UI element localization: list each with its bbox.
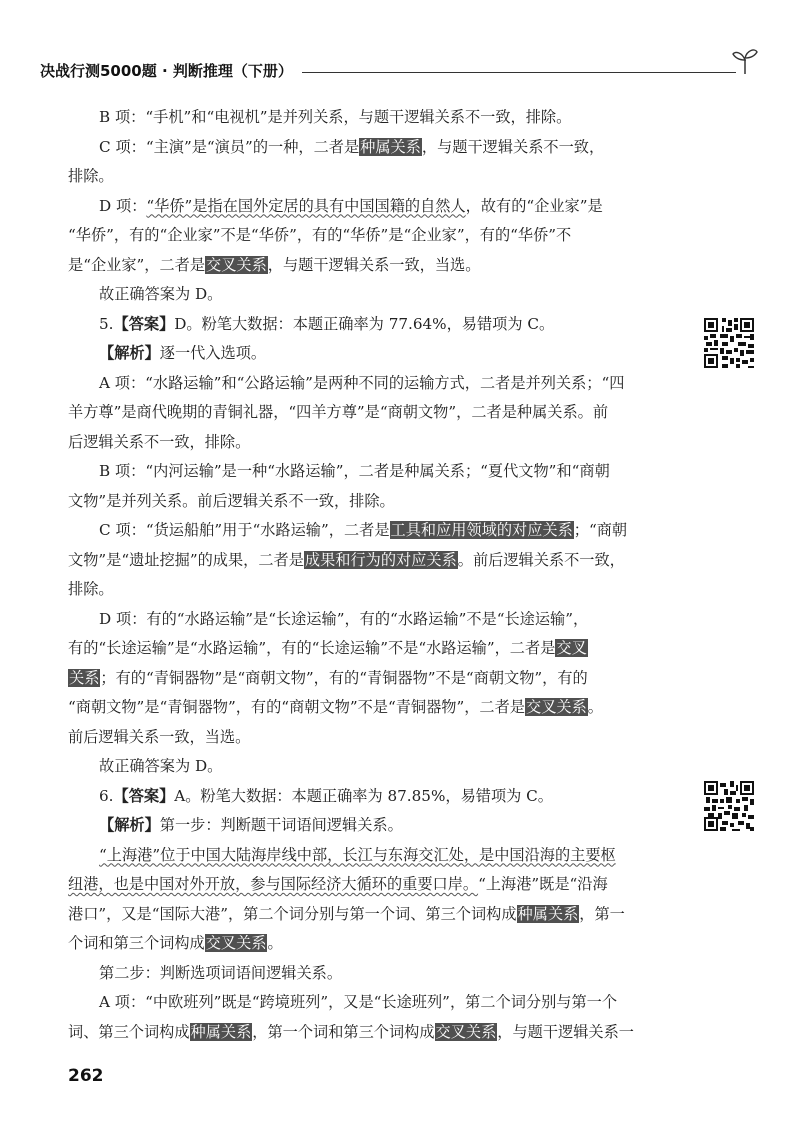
highlight-term: 交叉关系 [435, 1022, 497, 1041]
analysis-label: 【解析】 [99, 344, 160, 362]
highlight-term: 关系 [69, 668, 100, 687]
qr-code-icon[interactable] [704, 781, 754, 831]
highlight-term: 交叉关系 [205, 934, 267, 952]
paragraph: 港口”，又是“国际大港”，第二个词分别与第一个词、第三个词构成种属关系，第一 [68, 904, 625, 923]
paragraph: A 项：“水路运输”和“公路运输”是两种不同的运输方式，二者是并列关系；“四 [99, 373, 625, 392]
paragraph: 关系；有的“青铜器物”是“商朝文物”，有的“青铜器物”不是“商朝文物”，有的 [69, 668, 588, 687]
header-rule [302, 72, 736, 73]
analysis-label: 【解析】 [99, 816, 160, 834]
analysis-line: 【解析】第一步：判断题干词语间逻辑关系。 [99, 816, 403, 834]
highlight-term: 交叉关系 [526, 698, 587, 716]
running-header [40, 58, 760, 88]
paragraph: D 项：有的“水路运输”是“长途运输”，有的“水路运输”不是“长途运输”， [99, 609, 589, 628]
paragraph: 排除。 [68, 580, 114, 598]
paragraph: “华侨”，有的“企业家”不是“华侨”，有的“华侨”是“企业家”，有的“华侨”不 [68, 226, 572, 244]
highlight-term: 交叉关系 [206, 255, 267, 274]
paragraph: 排除。 [68, 167, 114, 185]
wavy-underline-text: “上海港”位于中国大陆海岸线中部，长江与东海交汇处，是中国沿海的主要枢 [99, 845, 616, 864]
paragraph: 后逻辑关系不一致，排除。 [68, 432, 251, 451]
paragraph: 有的“长途运输”是“水路运输”，有的“长途运输”不是“水路运输”，二者是交叉 [68, 639, 587, 657]
paragraph [68, 841, 678, 871]
highlight-term: 种属关系 [360, 137, 421, 156]
answer-line: 6.【答案】A。粉笔大数据：本题正确率为 87.85%，易错项为 C。 [99, 786, 553, 805]
paragraph: C 项：“货运船舶”用于“水路运输”，二者是工具和应用领域的对应关系；“商朝 [99, 521, 628, 539]
paragraph: 纽港，也是中国对外开放，参与国际经济大循环的重要口岸。“上海港”既是“沿海 [68, 875, 608, 893]
book-title: 决战行测5000题 · 判断推理（下册） [40, 62, 293, 80]
highlight-term: 工具和应用领域的对应关系 [390, 521, 573, 539]
wavy-underline-text: “华侨”是指在国外定居的具有中国国籍的自然人 [146, 196, 466, 215]
paragraph: “商朝文物”是“青铜器物”，有的“商朝文物”不是“青铜器物”，二者是交叉关系。 [68, 698, 603, 716]
answer-label: 【答案】 [113, 314, 175, 333]
paragraph: C 项：“主演”是“演员”的一种，二者是种属关系，与题干逻辑关系不一致， [99, 137, 605, 156]
answer-line: 5.【答案】D。粉笔大数据：本题正确率为 77.64%，易错项为 C。 [99, 314, 555, 333]
analysis-line: 【解析】逐一代入选项。 [99, 344, 267, 362]
paragraph: 词、第三个词构成种属关系，第一个词和第三个词构成交叉关系，与题干逻辑关系一 [68, 1022, 634, 1041]
paragraph: 是“企业家”，二者是交叉关系，与题干逻辑关系一致，当选。 [68, 255, 481, 274]
paragraph: 文物”是并列关系。前后逻辑关系不一致，排除。 [68, 491, 395, 510]
paragraph: 前后逻辑关系一致，当选。 [68, 727, 251, 746]
paragraph: 羊方尊”是商代晚期的青铜礼器，“四羊方尊”是“商朝文物”，二者是种属关系。前 [68, 403, 609, 421]
answer-label: 【答案】 [113, 786, 175, 805]
paragraph: 故正确答案为 D。 [99, 285, 223, 303]
paragraph: A 项：“中欧班列”既是“跨境班列”，又是“长途班列”，第二个词分别与第一个 [99, 993, 618, 1011]
paragraph: D 项：“华侨”是指在国外定居的具有中国国籍的自然人，故有的“企业家”是 [99, 196, 603, 215]
page-number: 262 [68, 1066, 104, 1086]
highlight-term: 成果和行为的对应关系 [304, 550, 457, 569]
paragraph: 第二步：判断选项词语间逻辑关系。 [99, 963, 342, 982]
sprout-icon [730, 46, 760, 76]
page-body [68, 103, 678, 1047]
highlight-term: 种属关系 [517, 904, 579, 923]
paragraph: B 项：“手机”和“电视机”是并列关系，与题干逻辑关系不一致，排除。 [99, 108, 572, 126]
paragraph: 个词和第三个词构成交叉关系。 [68, 934, 283, 952]
highlight-term: 种属关系 [190, 1022, 252, 1041]
paragraph: 故正确答案为 D。 [99, 757, 223, 775]
wavy-underline-text: 纽港，也是中国对外开放，参与国际经济大循环的重要口岸。 [68, 875, 479, 893]
qr-code-icon[interactable] [704, 318, 754, 368]
paragraph: B 项：“内河运输”是一种“水路运输”，二者是种属关系；“夏代文物”和“商朝 [99, 462, 610, 480]
paragraph: 文物”是“遗址挖掘”的成果，二者是成果和行为的对应关系。前后逻辑关系不一致， [68, 550, 625, 569]
highlight-term: 交叉 [556, 639, 587, 657]
